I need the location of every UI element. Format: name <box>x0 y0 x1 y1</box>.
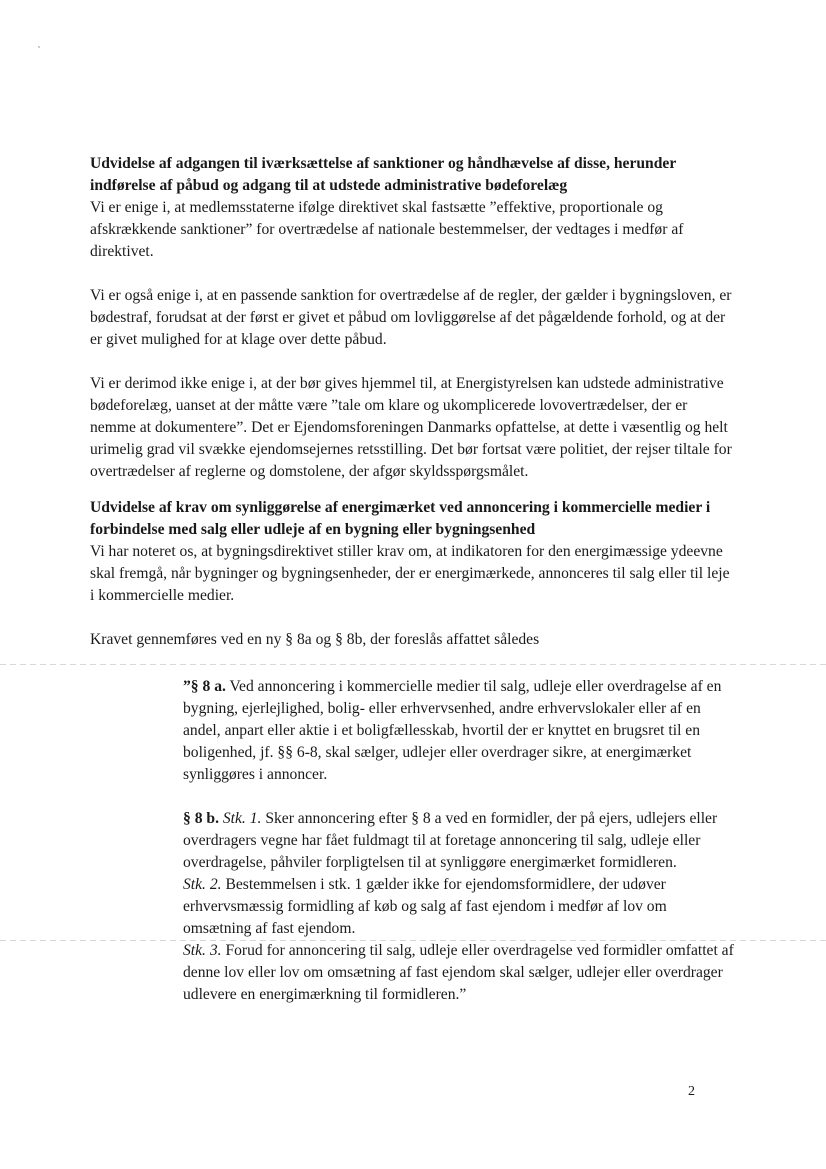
provision-8b-stk1 <box>183 808 735 874</box>
section-energy-label <box>90 497 735 651</box>
scan-artifact-line <box>0 940 826 941</box>
quoted-provision <box>183 676 735 1006</box>
stk3-label: Stk. 3. <box>183 942 222 959</box>
paragraph: Vi er også enige i, at en passende sanktion for overtrædelse af de regler, der gælder i bygningsloven, er bødestraf, forudsat at der først er givet et påbud om lovliggørelse af det pågældende forhold, og at der er givet mulighed for at klage over dette påbud. <box>90 287 732 348</box>
section-heading-sanctions: Udvidelse af adgangen til iværksættelse af sanktioner og håndhævelse af disse, herunder indførelse af påbud og adgang til at udstede administrative bødeforelæg <box>90 155 676 194</box>
section-heading-energy-label: Udvidelse af krav om synliggørelse af energimærket ved annoncering i kommercielle medier i forbindelse med salg eller udleje af en bygning eller bygningsenhed <box>90 499 711 538</box>
scan-artifact-line <box>0 664 826 665</box>
provision-8b-stk3 <box>183 940 735 1006</box>
provision-8a <box>183 676 735 786</box>
provision-8a-text: Ved annoncering i kommercielle medier til salg, udleje eller overdragelse af en bygning, ejerlejlighed, bolig- eller erhvervsenhed, andre erhvervslokaler eller af en andel, anpart eller aktie i et boligfællesskab, hvortil der er knyttet en brugsret til en boligenhed, jf. §§ 6-8, skal sælger, udlejer eller overdrager sikre, at energimærket synliggøres i annoncer. <box>183 678 722 783</box>
stk2-text: Bestemmelsen i stk. 1 gælder ikke for ejendomsformidlere, der udøver erhvervsmæssig formidling af køb og salg af fast ejendom i medfør af lov om omsætning af fast ejendom. <box>183 876 667 937</box>
paragraph: Kravet gennemføres ved en ny § 8a og § 8b, der foreslås affattet således <box>90 631 540 648</box>
paragraph: Vi er derimod ikke enige i, at der bør gives hjemmel til, at Energistyrelsen kan udstede administrative bødeforelæg, uanset at der måtte være ”tale om klare og ukomplicerede lovovertrædelser, der er nemme at dokumentere”. Det er Ejendomsforeningen Danmarks opfattelse, at dette i væsentlig og helt urimelig grad vil svække ejendomsejernes retsstilling. Det bør fortsat være politiet, der rejser tiltale for overtrædelser af reglerne og domstolene, der afgør skyldsspørgsmålet. <box>90 375 732 480</box>
stk1-text: Sker annoncering efter § 8 a ved en formidler, der på ejers, udlejers eller overdragers vegne har fået fuldmagt til at foretage annoncering til salg, udleje eller overdragelse, påhviler forpligtelsen til at synliggøre energimærket formidleren. <box>183 810 718 871</box>
stk1-label: Stk. 1. <box>222 810 262 827</box>
provision-8b-stk2 <box>183 874 735 940</box>
scan-speck <box>38 46 40 48</box>
paragraph: Vi har noteret os, at bygningsdirektivet stiller krav om, at indikatoren for den energimæssige ydeevne skal fremgå, når bygninger og bygningsenheder, der er energimærkede, annonceres til salg eller til leje i kommercielle medier. <box>90 543 730 604</box>
page-number: 2 <box>688 1084 695 1099</box>
stk3-text: Forud for annoncering til salg, udleje eller overdragelse ved formidler omfattet af denne lov eller lov om omsætning af fast ejendom skal sælger, udlejer eller overdrager udlevere en energimærkning til formidleren.” <box>183 942 734 1003</box>
stk2-label: Stk. 2. <box>183 876 222 893</box>
paragraph: Vi er enige i, at medlemsstaterne ifølge direktivet skal fastsætte ”effektive, proportionale og afskrækkende sanktioner” for overtrædelse af nationale bestemmelser, der vedtages i medfør af direktivet. <box>90 199 684 260</box>
section-sanctions <box>90 153 735 483</box>
provision-8a-label: ”§ 8 a. <box>183 678 226 695</box>
provision-8b-label: § 8 b. <box>183 810 219 827</box>
